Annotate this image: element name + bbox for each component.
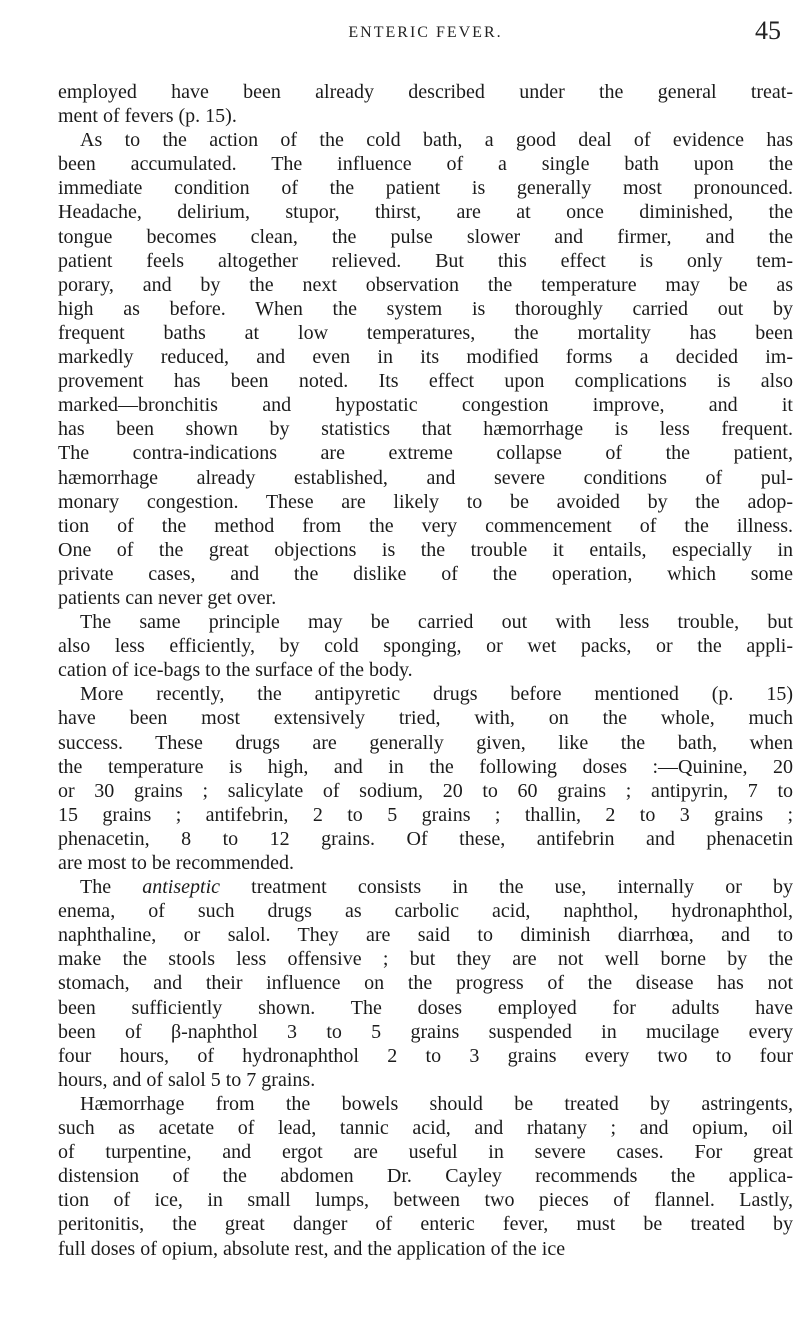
text-line-antiseptic [58, 875, 793, 899]
text-line: full doses of opium, absolute rest, and the application of the ice [58, 1237, 566, 1260]
text-line: tion of the method from the very commencement of the illness. [58, 514, 793, 537]
text-line: also less efficiently, by cold sponging, or wet packs, or the appli- [58, 635, 793, 658]
text-line: are most to be recommended. [58, 852, 295, 874]
text-word: The [80, 876, 112, 899]
text-line: the temperature is high, and in the following doses :—Quinine, 20 [58, 755, 793, 778]
text-line: hours, and of salol 5 to 7 grains. [58, 1068, 316, 1091]
text-line: four hours, of hydronaphthol 2 to 3 grains every two to four [58, 1044, 793, 1067]
text-line: ment of fevers (p. 15). [58, 105, 237, 128]
text-line: such as acetate of lead, tannic acid, and rhatany ; and opium, oil [58, 1117, 793, 1140]
text-line: tongue becomes clean, the pulse slower and firmer, and the [58, 225, 793, 248]
text-line: patients can never get over. [58, 586, 277, 609]
text-line: naphthaline, or salol. They are said to diminish diarrhœa, and to [58, 924, 793, 947]
text-line: hæmorrhage already established, and severe conditions of pul- [58, 466, 793, 489]
text-line: 15 grains ; antifebrin, 2 to 5 grains ; thallin, 2 to 3 grains ; [58, 803, 793, 826]
text-line: make the stools less offensive ; but they are not well borne by the [58, 948, 793, 971]
text-line: of turpentine, and ergot are useful in severe cases. For great [58, 1141, 793, 1164]
text-line: provement has been noted. Its effect upon complications is also [58, 370, 793, 393]
text-line: success. These drugs are generally given, like the bath, when [58, 731, 793, 754]
text-line: The same principle may be carried out with less trouble, but [80, 611, 793, 634]
text-line: peritonitis, the great danger of enteric fever, must be treated by [58, 1213, 793, 1236]
running-head [58, 12, 793, 45]
text-line: been accumulated. The influence of a single bath upon the [58, 153, 793, 176]
text-line: private cases, and the dislike of the operation, which some [58, 562, 793, 585]
italic-term: antiseptic [142, 876, 221, 899]
text-line: distension of the abdomen Dr. Cayley recommends the applica- [58, 1165, 793, 1188]
text-line: One of the great objections is the trouble it entails, especially in [58, 538, 793, 561]
text-line: enema, of such drugs as carbolic acid, naphthol, hydronaphthol, [58, 900, 793, 923]
text-line: The contra-indications are extreme collapse of the patient, [58, 442, 793, 465]
text-line: or 30 grains ; salicylate of sodium, 20 to 60 grains ; antipyrin, 7 to [58, 779, 793, 802]
page-number: 45 [755, 16, 781, 45]
text-line: immediate condition of the patient is generally most pronounced. [58, 177, 793, 200]
text-word: treatment consists in the use, internally or by [251, 876, 793, 899]
body-text [58, 80, 793, 1261]
text-line: employed have been already described under the general treat- [58, 81, 793, 103]
text-line: been of β-naphthol 3 to 5 grains suspended in mucilage every [58, 1020, 793, 1043]
text-line: stomach, and their influence on the progress of the disease has not [58, 972, 793, 995]
text-line: been sufficiently shown. The doses employed for adults have [58, 996, 793, 1019]
text-line: Headache, delirium, stupor, thirst, are at once diminished, the [58, 201, 793, 224]
text-line: tion of ice, in small lumps, between two pieces of flannel. Lastly, [58, 1189, 793, 1212]
text-line: phenacetin, 8 to 12 grains. Of these, antifebrin and phenacetin [58, 827, 793, 850]
text-line: patient feels altogether relieved. But this effect is only tem- [58, 249, 793, 272]
text-line: monary congestion. These are likely to be avoided by the adop- [58, 490, 793, 513]
running-title: ENTERIC FEVER. [348, 24, 503, 41]
text-line: have been most extensively tried, with, on the whole, much [58, 707, 793, 730]
text-line: frequent baths at low temperatures, the mortality has been [58, 321, 793, 344]
text-line: markedly reduced, and even in its modified forms a decided im- [58, 346, 793, 369]
text-line: marked—bronchitis and hypostatic congestion improve, and it [58, 394, 793, 417]
text-line: More recently, the antipyretic drugs before mentioned (p. 15) [80, 683, 793, 706]
text-line: As to the action of the cold bath, a good deal of evidence has [80, 129, 793, 152]
text-line: has been shown by statistics that hæmorrhage is less frequent. [58, 418, 793, 441]
text-line: Hæmorrhage from the bowels should be treated by astringents, [80, 1092, 793, 1115]
text-line: porary, and by the next observation the temperature may be as [58, 273, 793, 296]
text-line: high as before. When the system is thoroughly carried out by [58, 297, 793, 320]
text-line: cation of ice-bags to the surface of the body. [58, 659, 413, 682]
